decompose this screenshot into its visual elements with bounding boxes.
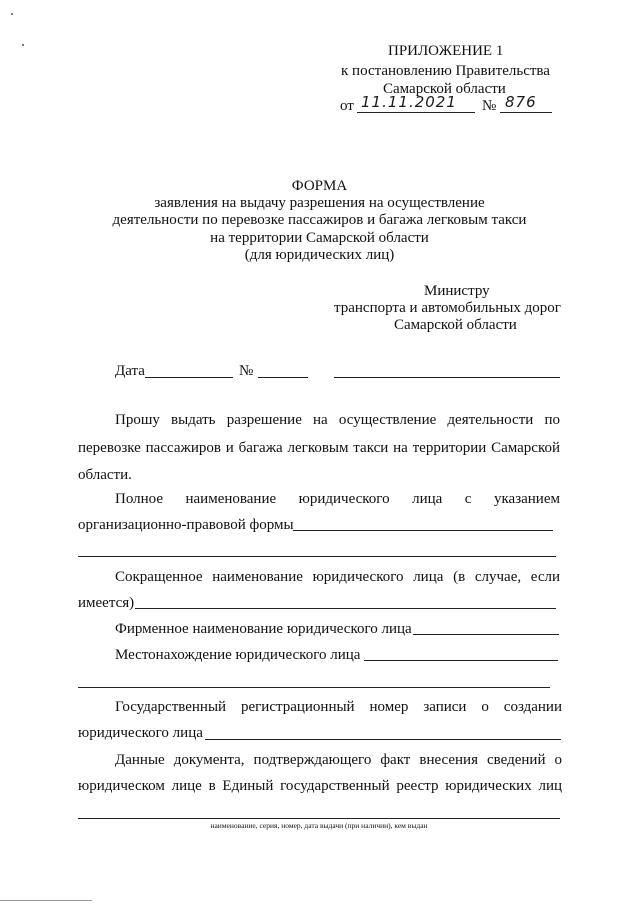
request-line3: области. <box>78 467 132 483</box>
date-field-line[interactable] <box>145 377 233 378</box>
brand-name-field-line[interactable] <box>413 634 559 635</box>
addressee-line2: транспорта и автомобильных дорог <box>334 300 561 316</box>
scan-edge-mark <box>0 900 92 901</box>
form-subtitle-line1: заявления на выдачу разрешения на осуществление <box>154 195 485 211</box>
scan-speck <box>11 13 13 15</box>
location-field-line2[interactable] <box>78 687 550 688</box>
annex-date-prefix: от <box>340 98 354 114</box>
short-name-field-line[interactable] <box>135 608 556 609</box>
full-name-line1: Полное наименование юридического лица с указанием <box>115 491 560 507</box>
request-line1: Прошу выдать разрешение на осуществление деятельности по <box>115 412 560 428</box>
form-subtitle-line4: (для юридических лиц) <box>244 247 395 263</box>
scan-speck <box>22 44 24 46</box>
annex-region: Самарской области <box>383 81 506 97</box>
number-field-line[interactable] <box>258 377 308 378</box>
number-label: № <box>239 363 254 379</box>
doc-data-line2: юридическом лице в Единый государственный реестр юридических лиц <box>78 778 562 794</box>
doc-data-field-line[interactable] <box>78 818 560 819</box>
annex-date-line <box>357 112 475 113</box>
full-name-line2: организационно-правовой формы <box>78 517 294 533</box>
annex-title: ПРИЛОЖЕНИЕ 1 <box>388 43 504 59</box>
signature-field-line[interactable] <box>334 377 560 378</box>
date-label: Дата <box>115 363 145 379</box>
reg-number-field-line[interactable] <box>205 739 561 740</box>
form-title: ФОРМА <box>291 178 348 194</box>
annex-resolution: к постановлению Правительства <box>341 63 550 79</box>
brand-name-label: Фирменное наименование юридического лица <box>115 621 412 637</box>
location-label: Местонахождение юридического лица <box>115 647 361 663</box>
request-line2: перевозке пассажиров и багажа легковым такси на территории Самарской <box>78 440 560 456</box>
form-subtitle-line2: деятельности по перевозке пассажиров и багажа легковым такси <box>112 212 527 228</box>
location-field-line[interactable] <box>364 660 558 661</box>
doc-data-line1: Данные документа, подтверждающего факт внесения сведений о <box>115 752 562 768</box>
doc-data-caption: наименование, серия, номер, дата выдачи (при наличии), кем выдан <box>210 821 428 830</box>
annex-number-handwritten: 876 <box>505 93 537 111</box>
reg-number-line2: юридического лица <box>78 725 203 741</box>
addressee-line3: Самарской области <box>394 317 517 333</box>
full-name-field-line2[interactable] <box>78 556 556 557</box>
short-name-line2: имеется) <box>78 595 135 611</box>
annex-number-line <box>500 112 552 113</box>
reg-number-line1: Государственный регистрационный номер записи о создании <box>115 699 562 715</box>
annex-number-prefix: № <box>482 98 497 114</box>
short-name-line1: Сокращенное наименование юридического лица (в случае, если <box>115 569 560 585</box>
full-name-field-line[interactable] <box>293 530 553 531</box>
annex-date-handwritten: 11.11.2021 <box>361 93 457 111</box>
form-subtitle-line3: на территории Самарской области <box>210 230 429 246</box>
addressee-line1: Министру <box>424 283 490 299</box>
